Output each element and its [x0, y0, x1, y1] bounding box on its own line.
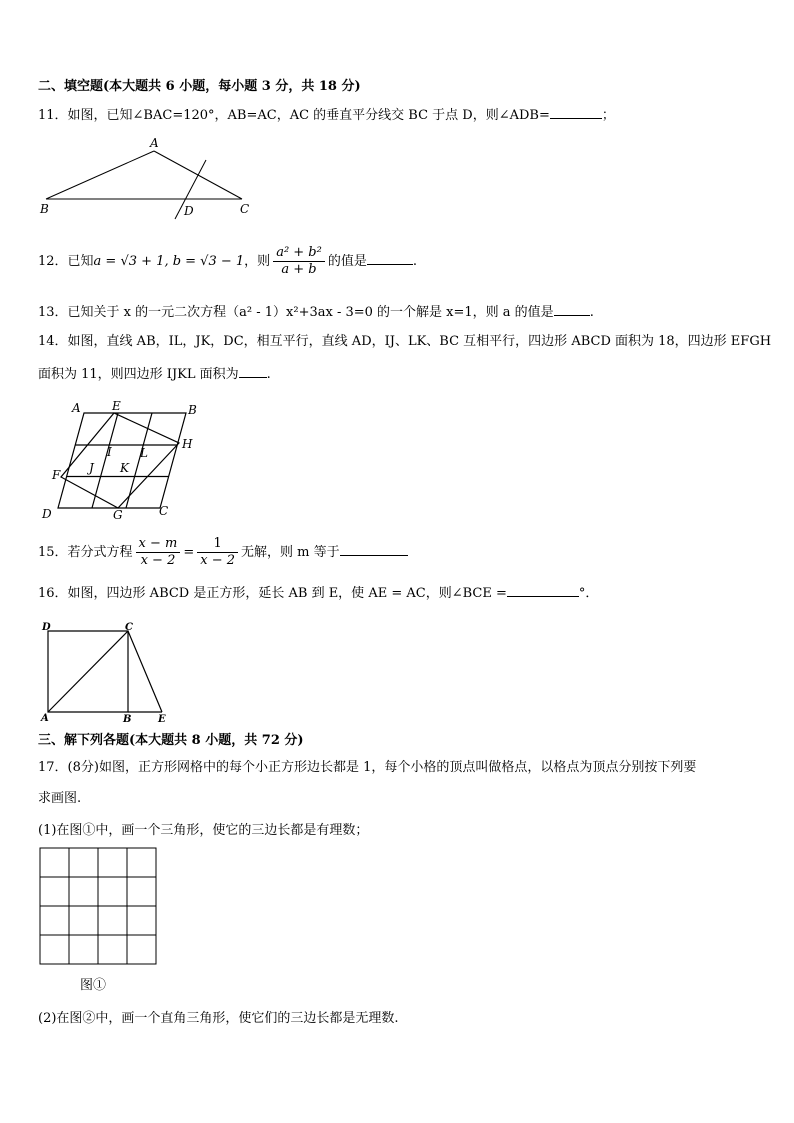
question-13	[38, 302, 594, 322]
question-11	[38, 105, 615, 125]
question-11-text: 11．如图，已知∠BAC=120°，AB=AC，AC 的垂直平分线交 BC 于点 D，则∠ADB=	[38, 108, 550, 123]
question-13-end: .	[589, 305, 594, 320]
question-15-fraction-left	[136, 536, 181, 569]
question-14-line1: 14．如图，直线 AB，IL，JK，DC，相互平行，直线 AD，IJ、LK、BC 互相平行，四边形 ABCD 面积为 18，四边形 EFGH	[38, 334, 772, 349]
answer-blank-13[interactable]	[554, 302, 590, 316]
question-17-part1: (1)在图①中，画一个三角形，使它的三边长都是有理数；	[38, 823, 369, 838]
label-D: D	[42, 507, 52, 521]
question-15-prefix: 15．若分式方程	[38, 545, 133, 560]
question-12-definitions: a = √3 + 1, b = √3 − 1	[93, 254, 245, 269]
question-12-mid: ，则	[244, 254, 271, 269]
question-17-line1: 17．(8分)如图，正方形网格中的每个小正方形边长都是 1，每个小格的顶点叫做格点，以格点为顶点分别按下列要	[38, 760, 697, 775]
figure-16	[36, 618, 176, 726]
question-12	[38, 245, 417, 279]
answer-blank-14[interactable]	[239, 364, 267, 378]
section2-header: 二、填空题(本大题共 6 小题，每小题 3 分，共 18 分)	[38, 79, 361, 94]
fraction-denominator: x − 2	[140, 553, 176, 568]
label-L: L	[140, 446, 148, 460]
label-B: B	[123, 714, 132, 725]
question-13-text: 13．已知关于 x 的一元二次方程（a² - 1）x²+3ax - 3=0 的一个解是 x=1，则 a 的值是	[38, 305, 554, 320]
question-16-end: °．	[578, 586, 599, 601]
question-14-text: 面积为 11，则四边形 IJKL 面积为	[38, 367, 239, 382]
label-K: K	[120, 461, 129, 475]
question-15-fraction-right	[197, 536, 238, 569]
question-16-text: 16．如图，四边形 ABCD 是正方形，延长 AB 到 E，使 AE = AC，则∠BCE =	[38, 586, 507, 601]
fraction-numerator: a² + b²	[273, 245, 325, 262]
label-B: B	[40, 202, 49, 216]
fraction-numerator: 1	[197, 536, 238, 553]
label-C: C	[240, 202, 250, 216]
question-11-tail: ；	[601, 108, 615, 123]
question-14-end: .	[266, 367, 271, 382]
answer-blank-15[interactable]	[340, 542, 408, 556]
label-G: G	[113, 508, 123, 522]
answer-blank-16[interactable]	[507, 583, 579, 597]
section3-header: 三、解下列各题(本大题共 8 小题，共 72 分)	[38, 733, 304, 748]
equals-sign: =	[183, 545, 195, 560]
question-15	[38, 536, 408, 570]
label-D: D	[42, 622, 51, 633]
question-17-line2: 求画图.	[38, 791, 82, 806]
question-16	[38, 583, 598, 603]
question-12-suffix: 的值是	[327, 254, 367, 269]
question-12-end: .	[412, 254, 417, 269]
label-A: A	[72, 401, 81, 415]
question-17-part2: (2)在图②中，画一个直角三角形，使它们的三边长都是无理数.	[38, 1011, 399, 1026]
question-12-prefix: 12．已知	[38, 254, 94, 269]
answer-blank-11[interactable]	[550, 105, 602, 119]
label-E: E	[112, 399, 121, 413]
question-15-suffix: 无解，则 m 等于	[241, 545, 340, 560]
label-J: J	[89, 461, 94, 475]
label-H: H	[182, 437, 193, 451]
question-12-fraction	[273, 245, 325, 278]
question-14-line2	[38, 364, 271, 384]
label-E: E	[158, 714, 166, 725]
label-A: A	[150, 136, 159, 150]
label-A: A	[41, 713, 49, 724]
fraction-denominator: a + b	[281, 262, 317, 277]
figure-11	[36, 135, 266, 220]
label-I: I	[107, 445, 112, 459]
fraction-numerator: x − m	[136, 536, 181, 553]
label-B: B	[188, 403, 197, 417]
figure-14	[36, 398, 206, 524]
fraction-denominator: x − 2	[200, 553, 236, 568]
figure-caption: 图①	[80, 978, 107, 993]
label-C: C	[159, 504, 169, 518]
answer-blank-12[interactable]	[367, 251, 413, 265]
label-D: D	[184, 204, 194, 218]
label-C: C	[125, 622, 133, 633]
label-F: F	[52, 468, 61, 482]
figure-17-grid	[38, 846, 160, 968]
